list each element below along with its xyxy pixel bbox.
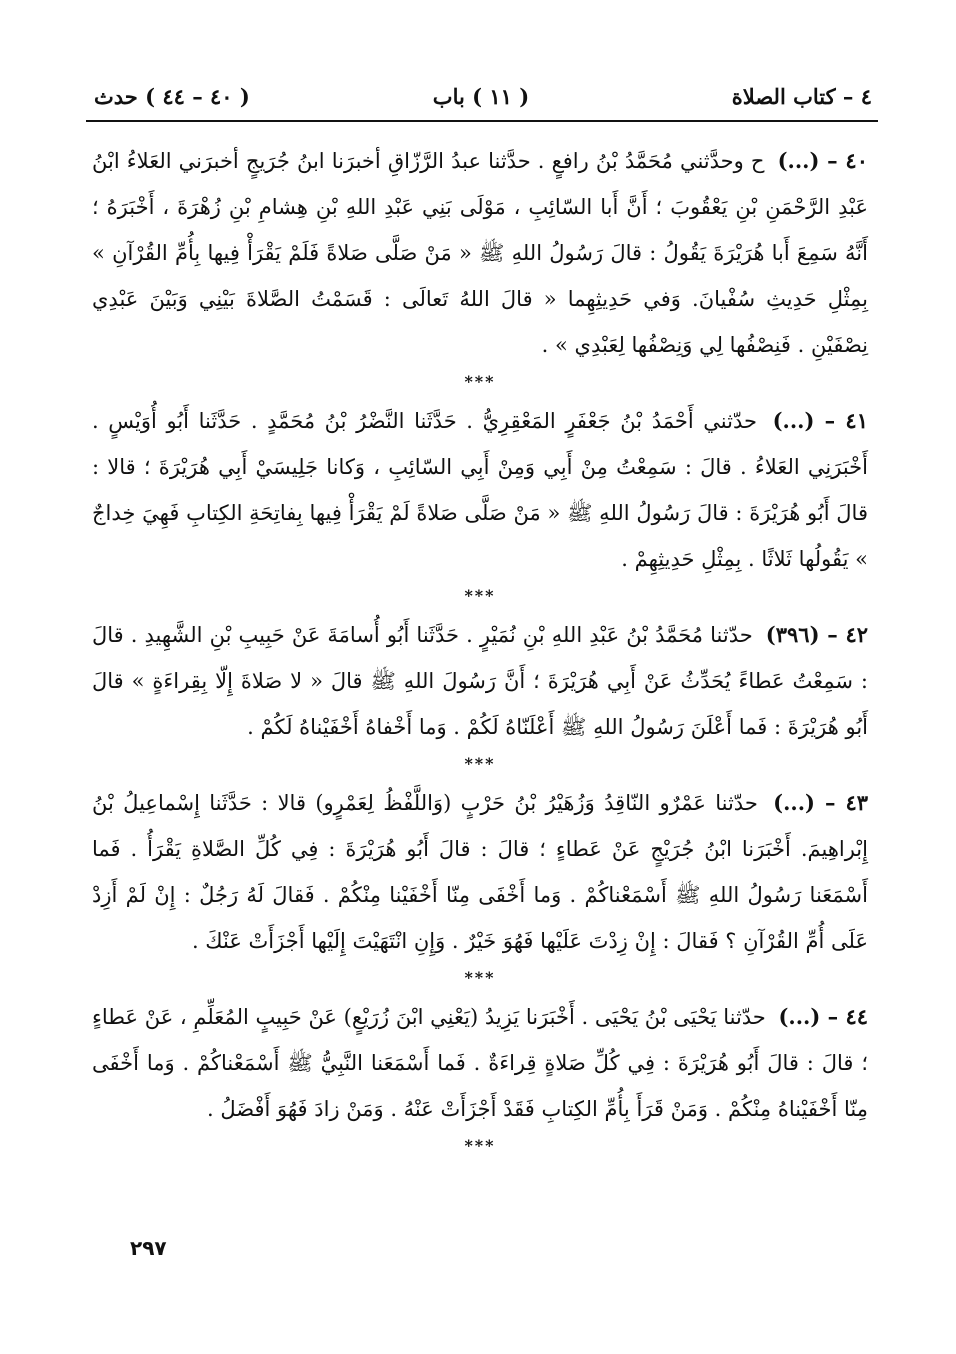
page-body [92,138,868,1162]
hadith-text: ح وحدَّثني مُحَمَّدُ بْنُ رافعٍ . حدَّثنا عبدُ الرَّزّاقِ أخبرَنا ابنُ جُرَيجٍ أخبرَني العَلاءُ ابْنُ عَبْدِ الرَّحْمَنِ بْنِ يَعْقُوبَ ؛ أَنَّ أَبا السّائِبِ ، مَوْلَى بَنِي عَبْدِ اللهِ بْنِ هِشامِ بْنِ زُهْرَةَ ، أَخْبَرَهُ ؛ أَنَّهُ سَمِعَ أَبا هُرَيْرَةَ يَقُولُ : قالَ رَسُولُ اللهِ ﷺ « مَنْ صَلَّى صَلاةً فَلَمْ يَقْرَأْ فِيها بِأُمِّ القُرْآنِ » بِمِثْلِ حَدِيثِ سُفْيانَ. وَفي حَدِيثِهِما « قالَ اللهُ تَعالَى : قَسَمْتُ الصَّلاةَ بَيْنِي وَبَيْنَ عَبْدِي نِصْفَيْنِ . فَنِصْفُها لِي وَنِصْفُها لِعَبْدِي » . [92,149,868,357]
section-divider: *** [464,754,496,773]
section-divider: *** [464,372,496,391]
page-number: ٢٩٧ [130,1236,167,1260]
hadith-range: ( ٤٠ – ٤٤ ) حدث [94,84,250,109]
section-divider: *** [464,586,496,605]
hadith-number: ٤٤ – (...) [778,1004,868,1029]
hadith-number: ٤٣ – (...) [773,790,868,815]
hadith-41 [92,398,868,582]
hadith-text: حدّثنا يَحْيَى بْنُ يَحْيَى . أَخْبَرَنا يَزِيدُ (يَعْنِي ابْنَ زُرَيْعٍ) عَنْ حَبِيبٍ المُعَلِّمِ ، عَنْ عَطاءٍ ؛ قالَ : قالَ أَبُو هُرَيْرَةَ : فِي كُلِّ صَلاةٍ قِراءَةٌ . فَما أَسْمَعَنا النَّبِيُّ ﷺ أَسْمَعْناكُمْ . وَما أَخْفَى مِنّا أَخْفَيْناهُ مِنْكُمْ . وَمَنْ قَرَأَ بِأُمِّ الكِتابِ فَقَدْ أَجْزَأَتْ عَنْهُ . وَمَنْ زادَ فَهُوَ أَفْضَلُ . [92,1005,868,1121]
hadith-text: حدّثنا مُحَمَّدُ بْنُ عَبْدِ اللهِ بْنِ نُمَيْرٍ . حَدَّثَنا أَبُو أُسامَةَ عَنْ حَبِيبِ بْنِ الشَّهِيدِ . قالَ : سَمِعْتُ عَطاءً يُحَدِّثُ عَنْ أَبِي هُرَيْرَةَ ؛ أَنَّ رَسُولَ اللهِ ﷺ قالَ « لا صَلاةَ إِلّا بِقِراءَةٍ » قالَ أَبُو هُرَيْرَةَ : فَما أَعْلَنَ رَسُولُ اللهِ ﷺ أَعْلَنّاهُ لَكُمْ . وَما أَخْفاهُ أَخْفَيْناهُ لَكُمْ . [92,623,868,739]
running-header [88,76,874,116]
section-divider: *** [464,1136,496,1155]
hadith-number: ٤٢ – (٣٩٦) [765,622,868,647]
header-rule [86,120,878,122]
hadith-42 [92,612,868,750]
hadith-44 [92,994,868,1132]
chapter-title: ( ١١ ) باب [432,84,530,109]
book-title: ٤ – كتاب الصلاة [731,84,872,109]
hadith-40 [92,138,868,368]
hadith-number: ٤٠ – (...) [777,148,868,173]
hadith-text: حدّثني أَحْمَدُ بْنُ جَعْفَرٍ المَعْقِرِيُّ . حَدَّثَنا النَّضْرُ بْنُ مُحَمَّدٍ . حَدَّثَنا أَبُو أُوَيْسٍ . أَخْبَرَنِي العَلاءُ . قالَ : سَمِعْتُ مِنْ أَبِي وَمِنْ أَبِي السّائِبِ ، وَكانا جَلِيسَيْ أَبِي هُرَيْرَةَ ؛ قالا : قالَ أَبُو هُرَيْرَةَ : قالَ رَسُولُ اللهِ ﷺ « مَنْ صَلَّى صَلاةً لَمْ يَقْرَأْ فِيها بِفاتِحَةِ الكِتابِ فَهِيَ خِداجٌ » يَقُولُها ثَلاثًا . بِمِثْلِ حَدِيثِهِمْ . [92,409,868,571]
hadith-number: ٤١ – (...) [772,408,868,433]
hadith-text: حدّثنا عَمْرٌو النّاقِدُ وَزُهَيْرُ بْنُ حَرْبٍ (وَاللَّفْظُ لِعَمْرٍو) قالا : حَدَّثَنا إِسْماعِيلُ بْنُ إِبْراهِيمَ. أَخْبَرَنا ابْنُ جُرَيْجٍ عَنْ عَطاءٍ ؛ قالَ : قالَ أَبُو هُرَيْرَةَ : فِي كُلِّ الصَّلاةِ يَقْرَأُ . فَما أَسْمَعَنا رَسُولُ اللهِ ﷺ أَسْمَعْناكُمْ . وَما أَخْفَى مِنّا أَخْفَيْنا مِنْكُمْ . فَقالَ لَهُ رَجُلٌ : إِنْ لَمْ أَزِدْ عَلَى أُمِّ القُرْآنِ ؟ فَقالَ : إِنْ زِدْتَ عَلَيْها فَهُوَ خَيْرٌ . وَإِنِ انْتَهَيْتَ إِلَيْها أَجْزَأَتْ عَنْكَ . [92,791,868,953]
hadith-43 [92,780,868,964]
section-divider: *** [464,968,496,987]
